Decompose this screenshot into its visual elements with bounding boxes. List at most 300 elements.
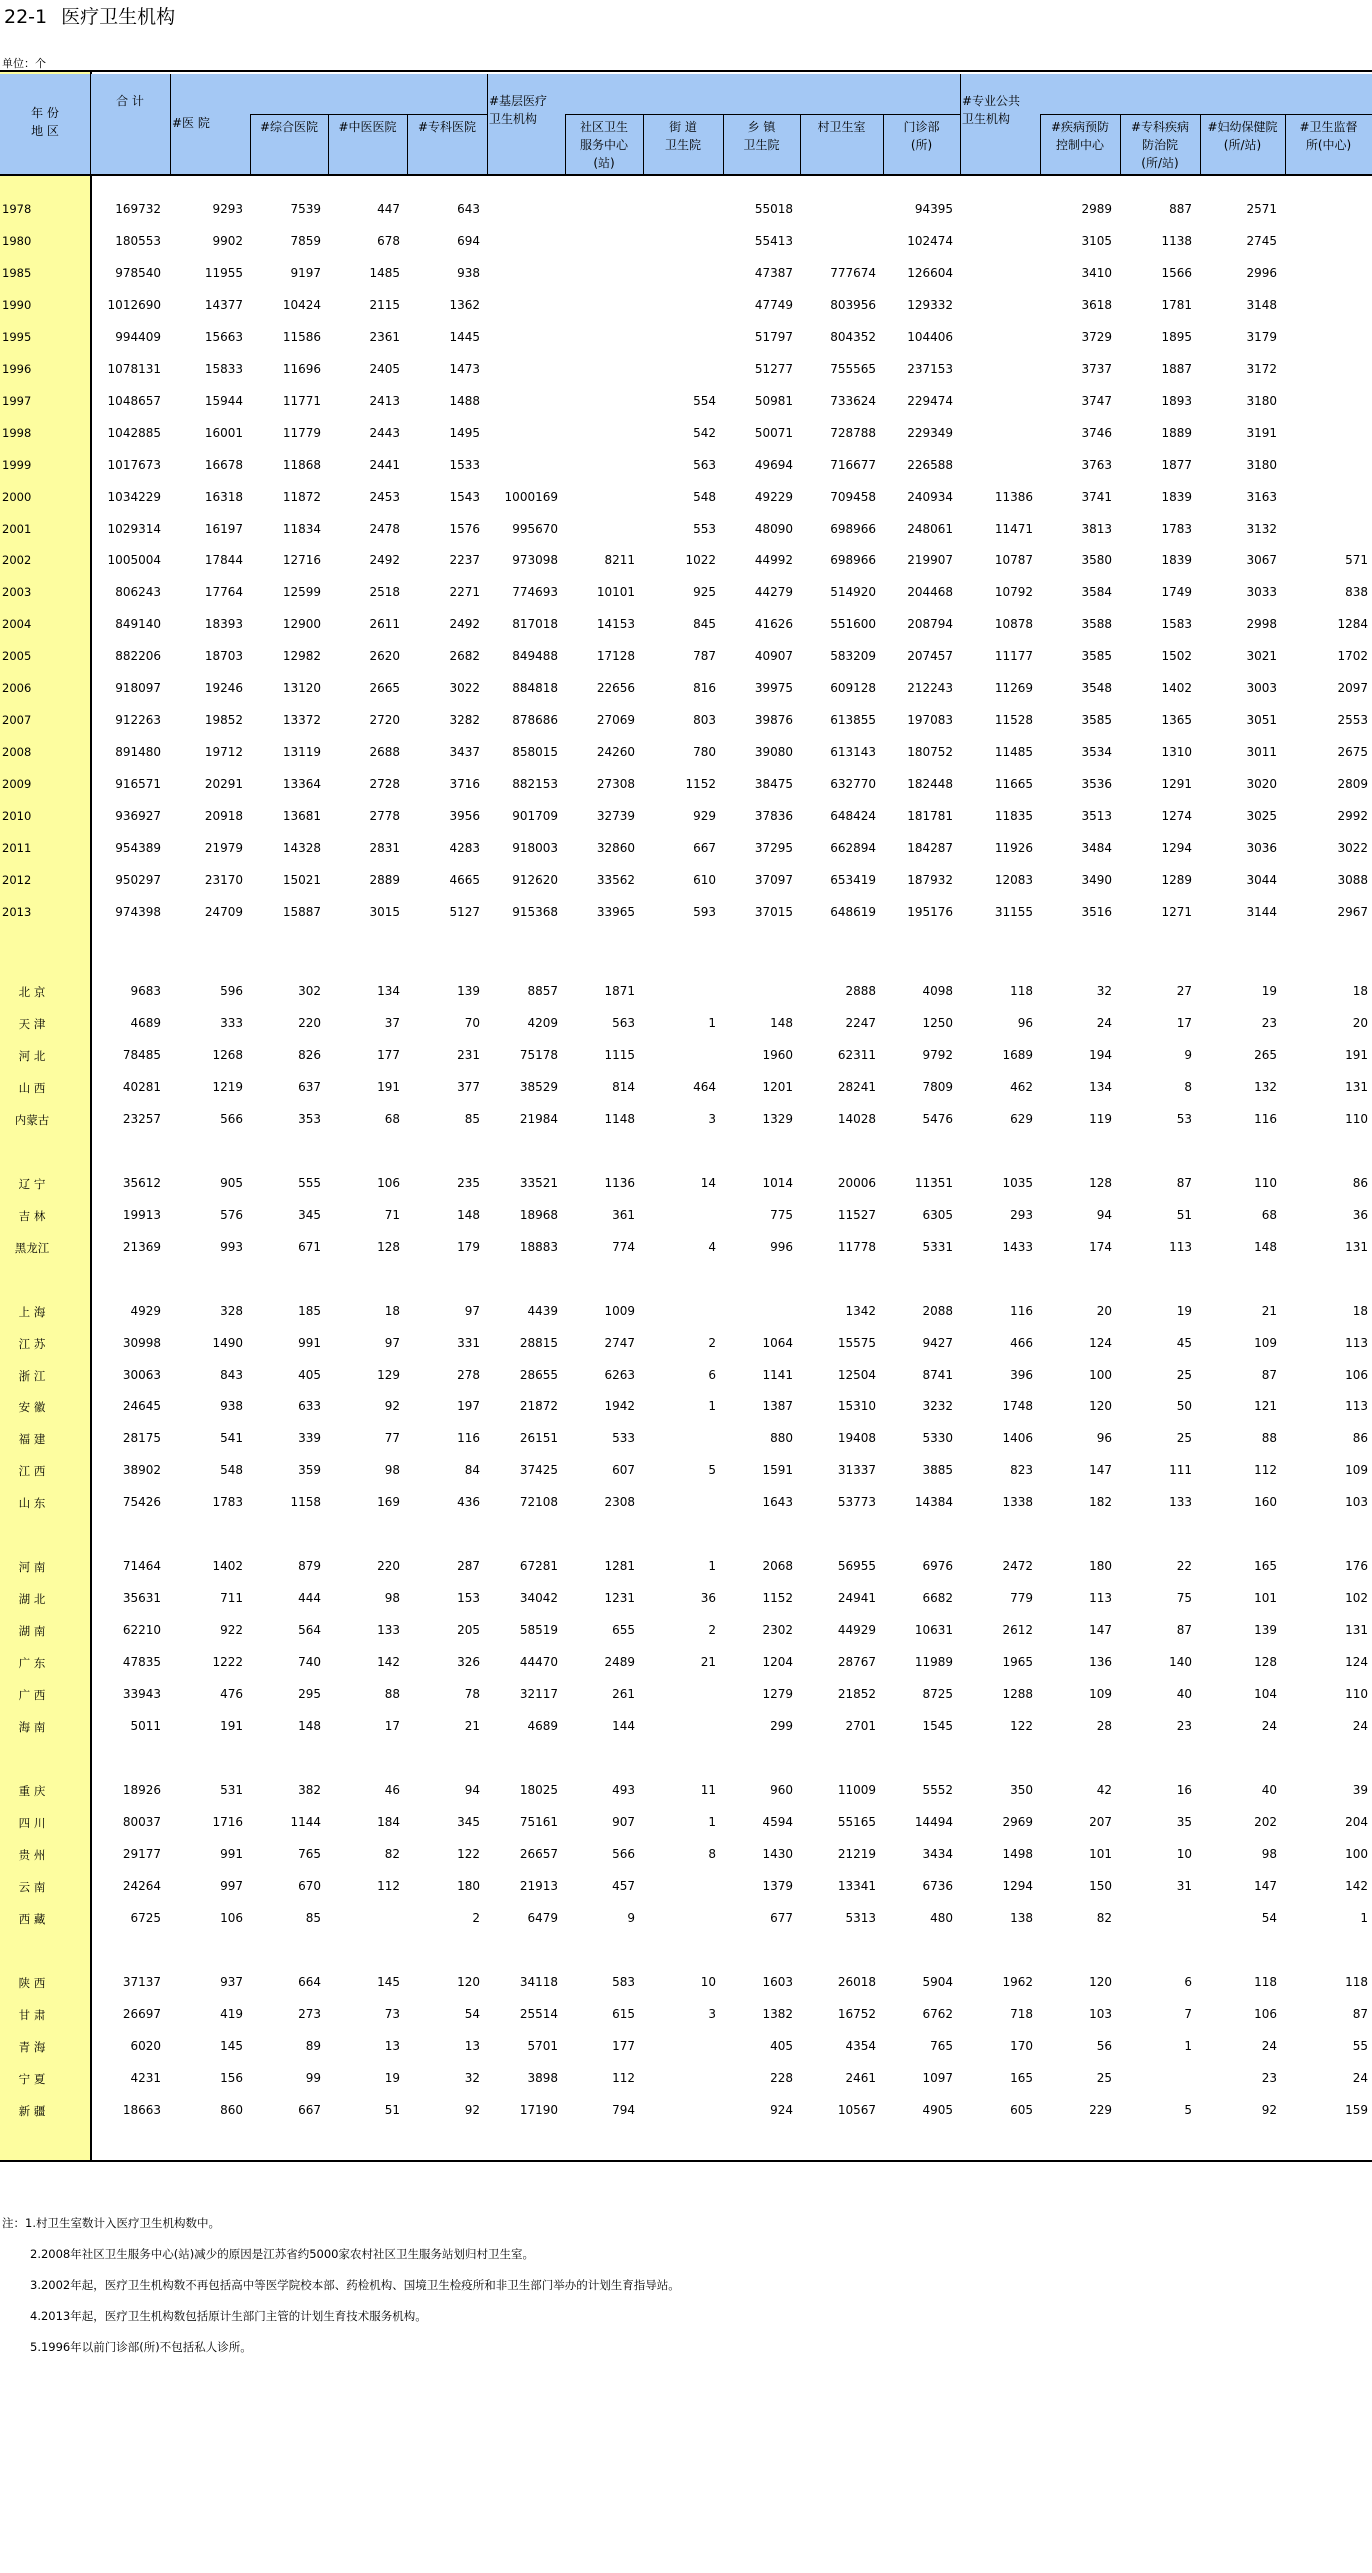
table-cell: 110: [1345, 1112, 1368, 1126]
table-cell: 3163: [1246, 490, 1277, 504]
table-cell: 82: [1096, 1911, 1112, 1925]
table-cell: 1591: [762, 1463, 793, 1477]
table-cell: 555: [298, 1176, 321, 1190]
table-cell: 858015: [512, 745, 558, 759]
table-cell: 698966: [830, 522, 876, 536]
header-divider: [1120, 114, 1121, 174]
table-cell: 596: [220, 984, 243, 998]
table-cell: 2405: [369, 362, 400, 376]
table-cell: 20006: [837, 1176, 876, 1190]
table-cell: 711: [220, 1591, 243, 1605]
table-cell: 3585: [1081, 649, 1112, 663]
row-label: 2002: [2, 553, 32, 567]
table-cell: 75: [1176, 1591, 1192, 1605]
table-cell: 11779: [282, 426, 321, 440]
table-row-region: [0, 1014, 1372, 1036]
row-label: 1999: [2, 458, 32, 472]
table-cell: 16197: [204, 522, 243, 536]
table-cell: 1274: [1161, 809, 1192, 823]
table-row-year: [0, 520, 1372, 542]
table-cell: 35631: [122, 1591, 161, 1605]
table-cell: 3716: [449, 777, 480, 791]
table-cell: 207: [1089, 1815, 1112, 1829]
table-cell: 780: [693, 745, 716, 759]
table-cell: 19913: [122, 1208, 161, 1222]
table-cell: 41626: [754, 617, 793, 631]
table-cell: 13681: [282, 809, 321, 823]
row-label: 1980: [2, 234, 32, 248]
row-label: 云 南: [18, 1880, 46, 1894]
table-cell: 993: [220, 1240, 243, 1254]
table-cell: 1152: [762, 1591, 793, 1605]
table-cell: 11586: [282, 330, 321, 344]
table-cell: 17: [384, 1719, 400, 1733]
table-cell: 1877: [1161, 458, 1192, 472]
table-cell: 180752: [907, 745, 953, 759]
table-cell: 71464: [122, 1559, 161, 1573]
row-label: 1996: [2, 362, 32, 376]
table-cell: 3021: [1246, 649, 1277, 663]
table-cell: 23: [1261, 1016, 1277, 1030]
table-cell: 17764: [204, 585, 243, 599]
table-cell: 87: [1352, 2007, 1368, 2021]
table-cell: 17128: [596, 649, 635, 663]
table-cell: 6479: [527, 1911, 558, 1925]
table-cell: 887: [1169, 202, 1192, 216]
table-cell: 4439: [527, 1304, 558, 1318]
table-cell: 996: [770, 1240, 793, 1254]
table-cell: 698966: [830, 553, 876, 567]
table-cell: 4929: [130, 1304, 161, 1318]
header-clinic: 门诊部 (所): [903, 120, 940, 152]
table-cell: 97: [384, 1336, 400, 1350]
table-cell: 15310: [837, 1399, 876, 1413]
table-cell: 2809: [1337, 777, 1368, 791]
table-cell: 54: [1261, 1911, 1277, 1925]
table-cell: 40281: [122, 1080, 161, 1094]
table-cell: 531: [220, 1783, 243, 1797]
table-cell: 47749: [754, 298, 793, 312]
table-cell: 12900: [282, 617, 321, 631]
table-cell: 220: [298, 1016, 321, 1030]
header-general: #综合医院: [259, 120, 319, 134]
table-title: 医疗卫生机构: [61, 6, 176, 28]
table-cell: 204468: [907, 585, 953, 599]
table-cell: 613855: [830, 713, 876, 727]
row-label: 海 南: [18, 1720, 46, 1734]
table-cell: 576: [220, 1208, 243, 1222]
table-row-region: [0, 1078, 1372, 1100]
table-cell: 302: [298, 984, 321, 998]
table-cell: 609128: [830, 681, 876, 695]
table-cell: 94: [1096, 1208, 1112, 1222]
table-cell: 49694: [754, 458, 793, 472]
table-cell: 11868: [282, 458, 321, 472]
table-cell: 160: [1254, 1495, 1277, 1509]
table-cell: 8741: [922, 1368, 953, 1382]
table-cell: 36: [1352, 1208, 1368, 1222]
table-cell: 9683: [130, 984, 161, 998]
header-divider: [250, 114, 487, 115]
table-cell: 11665: [994, 777, 1033, 791]
row-label: 1990: [2, 298, 32, 312]
table-cell: 6725: [130, 1911, 161, 1925]
row-label: 贵 州: [18, 1848, 46, 1862]
table-cell: 113: [1169, 1240, 1192, 1254]
table-cell: 56955: [837, 1559, 876, 1573]
table-cell: 4905: [922, 2103, 953, 2117]
table-cell: 1748: [1002, 1399, 1033, 1413]
table-cell: 1887: [1161, 362, 1192, 376]
table-cell: 333: [220, 1016, 243, 1030]
table-cell: 26151: [519, 1431, 558, 1445]
table-cell: 1533: [449, 458, 480, 472]
table-cell: 24941: [837, 1591, 876, 1605]
table-cell: 44929: [837, 1623, 876, 1637]
table-cell: 610: [693, 873, 716, 887]
table-cell: 32117: [519, 1687, 558, 1701]
table-cell: 11471: [994, 522, 1033, 536]
table-cell: 3484: [1081, 841, 1112, 855]
table-cell: 382: [298, 1783, 321, 1797]
table-row-region: [0, 1621, 1372, 1643]
table-cell: 44470: [519, 1655, 558, 1669]
table-cell: 10101: [596, 585, 635, 599]
table-cell: 128: [377, 1240, 400, 1254]
table-cell: 2115: [369, 298, 400, 312]
table-cell: 2889: [369, 873, 400, 887]
table-cell: 148: [1254, 1240, 1277, 1254]
table-cell: 131: [1345, 1080, 1368, 1094]
table-cell: 138: [1010, 1911, 1033, 1925]
header-mch: #妇幼保健院 (所/站): [1207, 120, 1278, 152]
table-cell: 28655: [519, 1368, 558, 1382]
table-cell: 1231: [604, 1591, 635, 1605]
table-row-year: [0, 488, 1372, 510]
table-cell: 2489: [604, 1655, 635, 1669]
table-cell: 4689: [527, 1719, 558, 1733]
table-cell: 2478: [369, 522, 400, 536]
row-label: 重 庆: [18, 1784, 46, 1798]
table-cell: 632770: [830, 777, 876, 791]
row-label: 2008: [2, 745, 32, 759]
header-divider: [883, 114, 884, 174]
table-cell: 19408: [837, 1431, 876, 1445]
table-cell: 39876: [754, 713, 793, 727]
table-row-region: [0, 1174, 1372, 1196]
table-cell: 843: [220, 1368, 243, 1382]
table-cell: 2461: [845, 2071, 876, 2085]
table-cell: 1379: [762, 1879, 793, 1893]
table-cell: 925: [693, 585, 716, 599]
table-cell: 3585: [1081, 713, 1112, 727]
row-label: 1978: [2, 202, 32, 216]
table-row-region: [0, 1493, 1372, 1515]
table-cell: 112: [377, 1879, 400, 1893]
table-cell: 447: [377, 202, 400, 216]
table-cell: 716677: [830, 458, 876, 472]
table-cell: 2553: [1337, 713, 1368, 727]
table-cell: 2665: [369, 681, 400, 695]
table-cell: 3144: [1246, 905, 1277, 919]
table-cell: 177: [612, 2039, 635, 2053]
table-cell: 878686: [512, 713, 558, 727]
table-cell: 1097: [922, 2071, 953, 2085]
table-cell: 2: [708, 1336, 716, 1350]
table-cell: 28175: [122, 1431, 161, 1445]
row-label: 辽 宁: [18, 1177, 46, 1191]
table-cell: 31155: [994, 905, 1033, 919]
footnote: 4.2013年起，医疗卫生机构数包括原计生部门主管的计划生育技术服务机构。: [30, 2309, 427, 2323]
table-cell: 5313: [845, 1911, 876, 1925]
table-cell: 709458: [830, 490, 876, 504]
table-cell: 77: [384, 1431, 400, 1445]
table-row-region: [0, 1685, 1372, 1707]
table-cell: 1310: [1161, 745, 1192, 759]
table-cell: 667: [298, 2103, 321, 2117]
table-cell: 1: [1184, 2039, 1192, 2053]
table-cell: 7: [1184, 2007, 1192, 2021]
table-row-year: [0, 807, 1372, 829]
table-row-year: [0, 871, 1372, 893]
table-cell: 23: [1261, 2071, 1277, 2085]
table-cell: 55413: [754, 234, 793, 248]
table-cell: 2620: [369, 649, 400, 663]
table-cell: 15887: [282, 905, 321, 919]
table-cell: 978540: [115, 266, 161, 280]
table-cell: 205: [457, 1623, 480, 1637]
table-cell: 27069: [596, 713, 635, 727]
table-cell: 136: [1089, 1655, 1112, 1669]
table-cell: 629: [1010, 1112, 1033, 1126]
table-cell: 18: [384, 1304, 400, 1318]
table-cell: 9293: [212, 202, 243, 216]
table-cell: 208794: [907, 617, 953, 631]
table-cell: 5331: [922, 1240, 953, 1254]
table-cell: 197083: [907, 713, 953, 727]
table-cell: 922: [220, 1623, 243, 1637]
table-cell: 144: [612, 1719, 635, 1733]
table-cell: 148: [457, 1208, 480, 1222]
row-label: 广 西: [18, 1688, 46, 1702]
table-cell: 92: [1261, 2103, 1277, 2117]
table-cell: 202: [1254, 1815, 1277, 1829]
table-cell: 2492: [449, 617, 480, 631]
table-cell: 22656: [596, 681, 635, 695]
table-cell: 38529: [519, 1080, 558, 1094]
table-cell: 78485: [122, 1048, 161, 1062]
table-cell: 613143: [830, 745, 876, 759]
table-cell: 212243: [907, 681, 953, 695]
table-cell: 4665: [449, 873, 480, 887]
table-cell: 3516: [1081, 905, 1112, 919]
header-divider: [565, 114, 566, 174]
table-cell: 156: [220, 2071, 243, 2085]
table-cell: 194: [1089, 1048, 1112, 1062]
table-cell: 891480: [115, 745, 161, 759]
table-cell: 3132: [1246, 522, 1277, 536]
table-cell: 118: [1345, 1975, 1368, 1989]
table-cell: 24: [1261, 1719, 1277, 1733]
table-cell: 1643: [762, 1495, 793, 1509]
table-cell: 24: [1352, 1719, 1368, 1733]
header-divider: [1040, 114, 1372, 115]
table-cell: 9: [627, 1911, 635, 1925]
table-cell: 1294: [1002, 1879, 1033, 1893]
table-cell: 1284: [1337, 617, 1368, 631]
table-cell: 55165: [837, 1815, 876, 1829]
table-cell: 7809: [922, 1080, 953, 1094]
table-cell: 1271: [1161, 905, 1192, 919]
table-cell: 1222: [212, 1655, 243, 1669]
header-divider: [250, 114, 251, 174]
table-cell: 13372: [282, 713, 321, 727]
table-row-year: [0, 392, 1372, 414]
table-cell: 39: [1352, 1783, 1368, 1797]
table-cell: 1078131: [107, 362, 161, 376]
table-cell: 918003: [512, 841, 558, 855]
table-cell: 147: [1089, 1463, 1112, 1477]
table-cell: 23170: [204, 873, 243, 887]
table-cell: 56: [1096, 2039, 1112, 2053]
row-label: 甘 肃: [18, 2008, 46, 2022]
table-cell: 122: [457, 1847, 480, 1861]
table-cell: 25514: [519, 2007, 558, 2021]
table-cell: 1136: [604, 1176, 635, 1190]
table-cell: 68: [384, 1112, 400, 1126]
table-cell: 5552: [922, 1783, 953, 1797]
table-cell: 1: [708, 1016, 716, 1030]
table-cell: 19712: [204, 745, 243, 759]
table-cell: 184: [377, 1815, 400, 1829]
table-cell: 261: [612, 1687, 635, 1701]
table-row-region: [0, 982, 1372, 1004]
table-cell: 165: [1254, 1559, 1277, 1573]
table-cell: 100: [1345, 1847, 1368, 1861]
table-cell: 111: [1169, 1463, 1192, 1477]
table-cell: 480: [930, 1911, 953, 1925]
table-cell: 11009: [837, 1783, 876, 1797]
table-cell: 2728: [369, 777, 400, 791]
table-cell: 2097: [1337, 681, 1368, 695]
table-cell: 3746: [1081, 426, 1112, 440]
row-label: 1995: [2, 330, 32, 344]
table-cell: 38902: [122, 1463, 161, 1477]
table-cell: 3067: [1246, 553, 1277, 567]
table-cell: 3011: [1246, 745, 1277, 759]
table-cell: 937: [220, 1975, 243, 1989]
table-cell: 1: [708, 1815, 716, 1829]
table-cell: 179: [457, 1240, 480, 1254]
table-cell: 153: [457, 1591, 480, 1605]
table-cell: 1689: [1002, 1048, 1033, 1062]
table-cell: 396: [1010, 1368, 1033, 1382]
table-cell: 860: [220, 2103, 243, 2117]
table-cell: 1138: [1161, 234, 1192, 248]
table-cell: 670: [298, 1879, 321, 1893]
row-label: 陕 西: [18, 1976, 46, 1990]
table-cell: 11177: [994, 649, 1033, 663]
table-cell: 24645: [122, 1399, 161, 1413]
table-cell: 128: [1254, 1655, 1277, 1669]
table-cell: 15833: [204, 362, 243, 376]
table-cell: 121: [1254, 1399, 1277, 1413]
table-cell: 47835: [122, 1655, 161, 1669]
table-cell: 533: [612, 1431, 635, 1445]
table-row-region: [0, 1046, 1372, 1068]
table-cell: 8725: [922, 1687, 953, 1701]
table-cell: 2: [472, 1911, 480, 1925]
table-cell: 11872: [282, 490, 321, 504]
table-cell: 3025: [1246, 809, 1277, 823]
table-cell: 112: [612, 2071, 635, 2085]
table-cell: 39975: [754, 681, 793, 695]
table-cell: 84: [464, 1463, 480, 1477]
table-cell: 436: [457, 1495, 480, 1509]
table-cell: 2967: [1337, 905, 1368, 919]
table-cell: 181781: [907, 809, 953, 823]
table-cell: 1017673: [107, 458, 161, 472]
table-cell: 3580: [1081, 553, 1112, 567]
table-cell: 24709: [204, 905, 243, 919]
table-cell: 879: [298, 1559, 321, 1573]
table-cell: 180553: [115, 234, 161, 248]
header-divider: [800, 114, 801, 174]
table-cell: 116: [1254, 1112, 1277, 1126]
table-cell: 131: [1345, 1623, 1368, 1637]
table-cell: 11269: [994, 681, 1033, 695]
table-cell: 33965: [596, 905, 635, 919]
table-row-region: [0, 1877, 1372, 1899]
table-cell: 633: [298, 1399, 321, 1413]
table-header: [0, 74, 1372, 176]
table-cell: 1545: [922, 1719, 953, 1733]
table-cell: 1893: [1161, 394, 1192, 408]
table-cell: 50071: [754, 426, 793, 440]
table-cell: 26697: [122, 2007, 161, 2021]
table-cell: 775: [770, 1208, 793, 1222]
table-cell: 765: [298, 1847, 321, 1861]
table-cell: 19: [1261, 984, 1277, 998]
table-row-year: [0, 775, 1372, 797]
table-cell: 493: [612, 1783, 635, 1797]
table-cell: 1781: [1161, 298, 1192, 312]
table-cell: 1502: [1161, 649, 1192, 663]
table-cell: 240934: [907, 490, 953, 504]
table-cell: 918097: [115, 681, 161, 695]
table-cell: 24260: [596, 745, 635, 759]
row-label: 上 海: [18, 1305, 46, 1319]
table-cell: 24: [1261, 2039, 1277, 2053]
table-cell: 191: [220, 1719, 243, 1733]
header-divider: [170, 74, 171, 174]
table-cell: 1029314: [107, 522, 161, 536]
table-cell: 11835: [994, 809, 1033, 823]
table-cell: 159: [1345, 2103, 1368, 2117]
table-cell: 553: [693, 522, 716, 536]
table-cell: 21: [700, 1655, 716, 1669]
table-cell: 2612: [1002, 1623, 1033, 1637]
table-cell: 92: [464, 2103, 480, 2117]
table-cell: 1445: [449, 330, 480, 344]
table-row-region: [0, 1366, 1372, 1388]
row-label: 青 海: [18, 2040, 46, 2054]
table-cell: 106: [1254, 2007, 1277, 2021]
table-cell: 18703: [204, 649, 243, 663]
table-cell: 3044: [1246, 873, 1277, 887]
table-cell: 73: [384, 2007, 400, 2021]
table-cell: 94395: [914, 202, 953, 216]
